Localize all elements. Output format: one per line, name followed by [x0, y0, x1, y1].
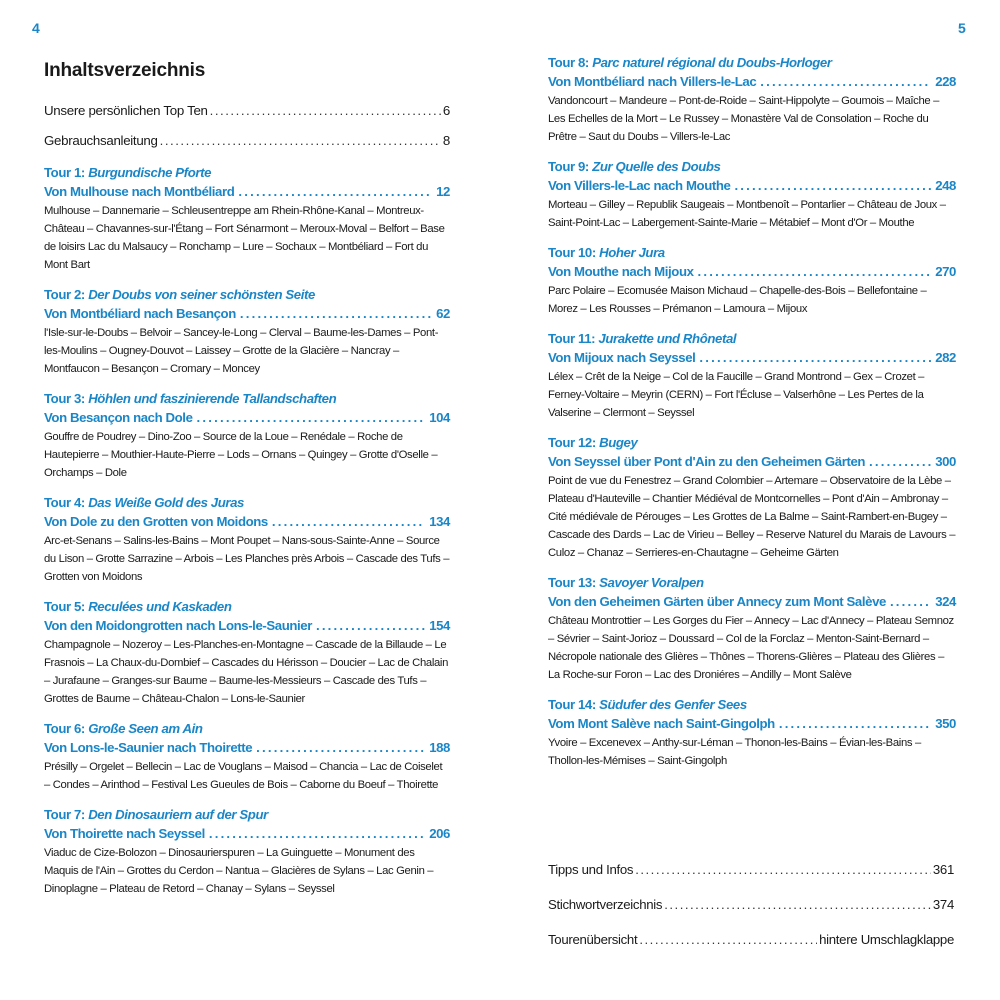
toc-entry-usage-guide[interactable]: [44, 133, 450, 148]
entry-label: Stichwortverzeichnis: [548, 897, 663, 912]
tour-stops: Lélex – Crêt de la Neige – Col de la Faucille – Grand Montrond – Gex – Crozet – Ferney-Voltaire – Meyrin (CERN) – Fort l'Écluse – Valserhône – Les Pertes de la Valserine – Clermont – Seyssel: [548, 371, 925, 419]
leader-dots: [890, 592, 931, 611]
leader-dots: [160, 133, 441, 148]
tour-name: Parc naturel régional du Doubs-Horloger: [592, 55, 832, 70]
tour-entry-10[interactable]: [548, 244, 956, 318]
tour-entry-7[interactable]: [44, 806, 450, 898]
leader-dots: [664, 897, 931, 912]
tour-prefix: Tour 6:: [44, 721, 85, 736]
leader-dots: [639, 932, 817, 947]
tour-stops: Morteau – Gilley – Republik Saugeais – Montbenoît – Pontarlier – Château de Joux – Saint-Point-Lac – Labergement-Sainte-Marie – Métabief – Mont d'Or – Mouthe: [548, 199, 946, 229]
tour-entry-3[interactable]: [44, 390, 450, 482]
leader-dots: [779, 714, 931, 733]
tour-name: Große Seen am Ain: [88, 721, 203, 736]
tour-stops: Arc-et-Senans – Salins-les-Bains – Mont Poupet – Nans-sous-Sainte-Anne – Source du Lison – Grotte Sarrazine – Arbois – Les Planches près Arbois – Cascade des Tufs – Grotten von Moidons: [44, 535, 450, 583]
entry-label: Tipps und Infos: [548, 862, 634, 877]
tour-heading: [44, 390, 450, 408]
tour-name: Das Weiße Gold des Juras: [88, 495, 244, 510]
tour-route: Von Mijoux nach Seyssel: [548, 350, 696, 365]
tour-page: 104: [429, 410, 450, 425]
leader-dots: [210, 103, 441, 118]
tour-entry-5[interactable]: [44, 598, 450, 708]
tour-route-line: [44, 824, 450, 843]
tour-route: Von Dole zu den Grotten von Moidons: [44, 514, 268, 529]
tour-route-line: [548, 348, 956, 367]
tour-route-line: [44, 738, 450, 757]
tour-stops: Château Montrottier – Les Gorges du Fier – Annecy – Lac d'Annecy – Plateau Semnoz – Sévrier – Saint-Jorioz – Doussard – Col de la Forclaz – Menton-Saint-Bernard – Nécropole nationale des Glières – Thônes – Thorens-Glières – Plateau des Glières – La Roche-sur Foron – Lac des Droniéres – Andilly – Mont Salève: [548, 615, 954, 681]
tour-heading: [548, 158, 956, 176]
tour-prefix: Tour 12:: [548, 435, 596, 450]
page-number-left: 4: [32, 20, 40, 36]
tour-heading: [44, 494, 450, 512]
tour-route: Von Besançon nach Dole: [44, 410, 193, 425]
entry-page: 6: [442, 103, 450, 118]
tour-name: Südufer des Genfer Sees: [599, 697, 747, 712]
tour-stops: l'Isle-sur-le-Doubs – Belvoir – Sancey-le-Long – Clerval – Baume-les-Dames – Pont-les-Moulins – Ougney-Douvot – Laissey – Grotte de la Glacière – Nancray – Montfaucon – Besançon – Cromary – Moncey: [44, 327, 439, 375]
tour-route: Von Thoirette nach Seyssel: [44, 826, 205, 841]
leader-dots: [635, 862, 931, 877]
tour-heading: [44, 598, 450, 616]
entry-page: 361: [932, 862, 954, 877]
tour-page: 300: [935, 454, 956, 469]
tour-route-line: [548, 262, 956, 281]
entry-page: hintere Umschlagklappe: [819, 932, 954, 947]
entry-label: Unsere persönlichen Top Ten: [44, 103, 208, 118]
tour-route-line: [548, 592, 956, 611]
tour-entry-12[interactable]: [548, 434, 956, 562]
tour-page: 134: [429, 514, 450, 529]
tour-page: 228: [935, 74, 956, 89]
tour-route-line: [548, 452, 956, 471]
tour-stops: Champagnole – Nozeroy – Les-Planches-en-Montagne – Cascade de la Billaude – Le Frasnois – La Chaux-du-Dombief – Cascades du Hérisson – Doucier – Lac de Chalain – Jurafaune – Granges-sur Baume – Baume-les-Messieurs – Cascade des Tufs – Grottes de Baume – Château-Chalon – Lons-le-Saunier: [44, 639, 449, 705]
tour-stops: Parc Polaire – Ecomusée Maison Michaud – Chapelle-des-Bois – Bellefontaine – Morez – Les Rousses – Prémanon – Lamoura – Mijoux: [548, 285, 927, 315]
leader-dots: [699, 348, 931, 367]
tour-stops: Gouffre de Poudrey – Dino-Zoo – Source de la Loue – Renédale – Roche de Hautepierre – Mouthier-Haute-Pierre – Lods – Ornans – Quingey – Grotte d'Oselle – Orchamps – Dole: [44, 431, 438, 479]
tour-stops: Présilly – Orgelet – Bellecin – Lac de Vouglans – Maisod – Chancia – Lac de Coiselet – Condes – Arinthod – Festival Les Gueules de Bois – Caborne du Boeuf – Thoirette: [44, 761, 443, 791]
tour-name: Bugey: [599, 435, 638, 450]
tour-prefix: Tour 7:: [44, 807, 85, 822]
tour-entry-1[interactable]: [44, 164, 450, 274]
tour-prefix: Tour 14:: [548, 697, 596, 712]
toc-column-right: [548, 54, 956, 782]
tour-page: 154: [429, 618, 450, 633]
tour-stops: Vandoncourt – Mandeure – Pont-de-Roide – Saint-Hippolyte – Goumois – Maîche – Les Echelles de la Mort – Le Russey – Monastère Val de Consolation – Roche du Prêtre – Saut du Doubs – Villers-le-Lac: [548, 95, 940, 143]
tour-route-line: [548, 714, 956, 733]
tour-prefix: Tour 10:: [548, 245, 596, 260]
tour-page: 248: [935, 178, 956, 193]
toc-entry-index[interactable]: [548, 897, 954, 912]
leader-dots: [209, 824, 425, 843]
leader-dots: [760, 72, 931, 91]
tour-stops: Yvoire – Excenevex – Anthy-sur-Léman – Thonon-les-Bains – Évian-les-Bains – Thollon-les-Mémises – Saint-Gingolph: [548, 737, 921, 767]
tour-prefix: Tour 1:: [44, 165, 85, 180]
tour-route: Vom Mont Salève nach Saint-Gingolph: [548, 716, 775, 731]
leader-dots: [197, 408, 426, 427]
tour-page: 282: [935, 350, 956, 365]
tour-route-line: [548, 72, 956, 91]
tour-prefix: Tour 4:: [44, 495, 85, 510]
tour-prefix: Tour 2:: [44, 287, 85, 302]
tour-prefix: Tour 8:: [548, 55, 589, 70]
toc-column-left: [44, 56, 450, 910]
tour-entry-2[interactable]: [44, 286, 450, 378]
tour-route: Von Montbéliard nach Villers-le-Lac: [548, 74, 757, 89]
tour-heading: [548, 54, 956, 72]
tour-name: Zur Quelle des Doubs: [592, 159, 721, 174]
toc-entry-tour-overview[interactable]: [548, 932, 954, 947]
tour-heading: [548, 574, 956, 592]
tour-name: Burgundische Pforte: [88, 165, 212, 180]
tour-prefix: Tour 3:: [44, 391, 85, 406]
toc-back-matter: [548, 862, 954, 967]
tour-route: Von Seyssel über Pont d'Ain zu den Geheimen Gärten: [548, 454, 866, 469]
toc-entry-top-ten[interactable]: [44, 103, 450, 118]
tour-heading: [548, 696, 956, 714]
entry-label: Tourenübersicht: [548, 932, 638, 947]
tour-name: Der Doubs von seiner schönsten Seite: [88, 287, 315, 302]
tour-page: 188: [429, 740, 450, 755]
tour-name: Reculées und Kaskaden: [88, 599, 232, 614]
tour-stops: Mulhouse – Dannemarie – Schleusentreppe am Rhein-Rhône-Kanal – Montreux-Château – Chavannes-sur-l'Étang – Fort Sénarmont – Meroux-Moval – Belfort – Base de loisirs Lac du Malsaucy – Ronchamp – Lure – Sochaux – Montbéliard – Fort du Mont Bart: [44, 205, 445, 271]
leader-dots: [240, 304, 432, 323]
tour-prefix: Tour 5:: [44, 599, 85, 614]
leader-dots: [698, 262, 932, 281]
tour-heading: [44, 806, 450, 824]
tour-heading: [548, 330, 956, 348]
tour-route-line: [44, 512, 450, 531]
tour-name: Jurakette und Rhônetal: [598, 331, 737, 346]
tour-prefix: Tour 13:: [548, 575, 596, 590]
page-number-right: 5: [958, 20, 966, 36]
tour-route-line: [44, 182, 450, 201]
leader-dots: [869, 452, 931, 471]
entry-page: 374: [932, 897, 954, 912]
tour-entry-14[interactable]: [548, 696, 956, 770]
tour-entry-8[interactable]: [548, 54, 956, 146]
tour-page: 206: [429, 826, 450, 841]
tour-heading: [44, 286, 450, 304]
tour-name: Den Dinosauriern auf der Spur: [88, 807, 268, 822]
tour-entry-13[interactable]: [548, 574, 956, 684]
leader-dots: [238, 182, 432, 201]
tour-route: Von Mouthe nach Mijoux: [548, 264, 694, 279]
tour-heading: [548, 244, 956, 262]
tour-heading: [44, 164, 450, 182]
leader-dots: [256, 738, 425, 757]
tour-route: Von Lons-le-Saunier nach Thoirette: [44, 740, 253, 755]
tour-heading: [548, 434, 956, 452]
tour-route: Von Villers-le-Lac nach Mouthe: [548, 178, 731, 193]
tour-name: Hoher Jura: [599, 245, 665, 260]
tour-heading: [44, 720, 450, 738]
entry-page: 8: [442, 133, 450, 148]
tour-entry-11[interactable]: [548, 330, 956, 422]
tour-stops: Viaduc de Cize-Bolozon – Dinosaurierspuren – La Guinguette – Monument des Maquis de l'Ain – Grottes du Cerdon – Nantua – Glacières de Sylans – Lac Genin – Dinoplagne – Plateau de Retord – Chanay – Sylans – Seyssel: [44, 847, 434, 895]
tour-entry-4[interactable]: [44, 494, 450, 586]
tour-page: 324: [935, 594, 956, 609]
tour-route-line: [548, 176, 956, 195]
tour-page: 12: [436, 184, 450, 199]
tour-route: Von Montbéliard nach Besançon: [44, 306, 236, 321]
toc-entry-tips[interactable]: [548, 862, 954, 877]
leader-dots: [272, 512, 425, 531]
tour-prefix: Tour 9:: [548, 159, 589, 174]
tour-route-line: [44, 408, 450, 427]
tour-route: Von Mulhouse nach Montbéliard: [44, 184, 235, 199]
leader-dots: [734, 176, 931, 195]
tour-page: 350: [935, 716, 956, 731]
tour-page: 270: [935, 264, 956, 279]
tour-name: Savoyer Voralpen: [599, 575, 704, 590]
leader-dots: [316, 616, 425, 635]
tour-route-line: [44, 304, 450, 323]
tour-stops: Point de vue du Fenestrez – Grand Colombier – Artemare – Observatoire de la Lèbe – Plateau d'Hauteville – Chantier Médiéval de Montcornelles – Pont d'Ain – Ambronay – Cité médiévale de Pérouges – Les Grottes de La Balme – Saint-Rambert-en-Bugey – Cascade des Dards – Lac de Virieu – Belley – Reserve Naturel du Marais de Lavours – Culoz – Chanaz – Serrieres-en-Chautagne – Geheime Gärten: [548, 475, 956, 559]
tour-name: Höhlen und faszinierende Tallandschaften: [88, 391, 337, 406]
tour-entry-9[interactable]: [548, 158, 956, 232]
tour-page: 62: [436, 306, 450, 321]
tour-entry-6[interactable]: [44, 720, 450, 794]
toc-title: Inhaltsverzeichnis: [44, 60, 206, 81]
entry-label: Gebrauchsanleitung: [44, 133, 158, 148]
tour-route: Von den Moidongrotten nach Lons-le-Saunier: [44, 618, 312, 633]
tour-prefix: Tour 11:: [548, 331, 596, 346]
tour-route: Von den Geheimen Gärten über Annecy zum Mont Salève: [548, 594, 886, 609]
tour-route-line: [44, 616, 450, 635]
